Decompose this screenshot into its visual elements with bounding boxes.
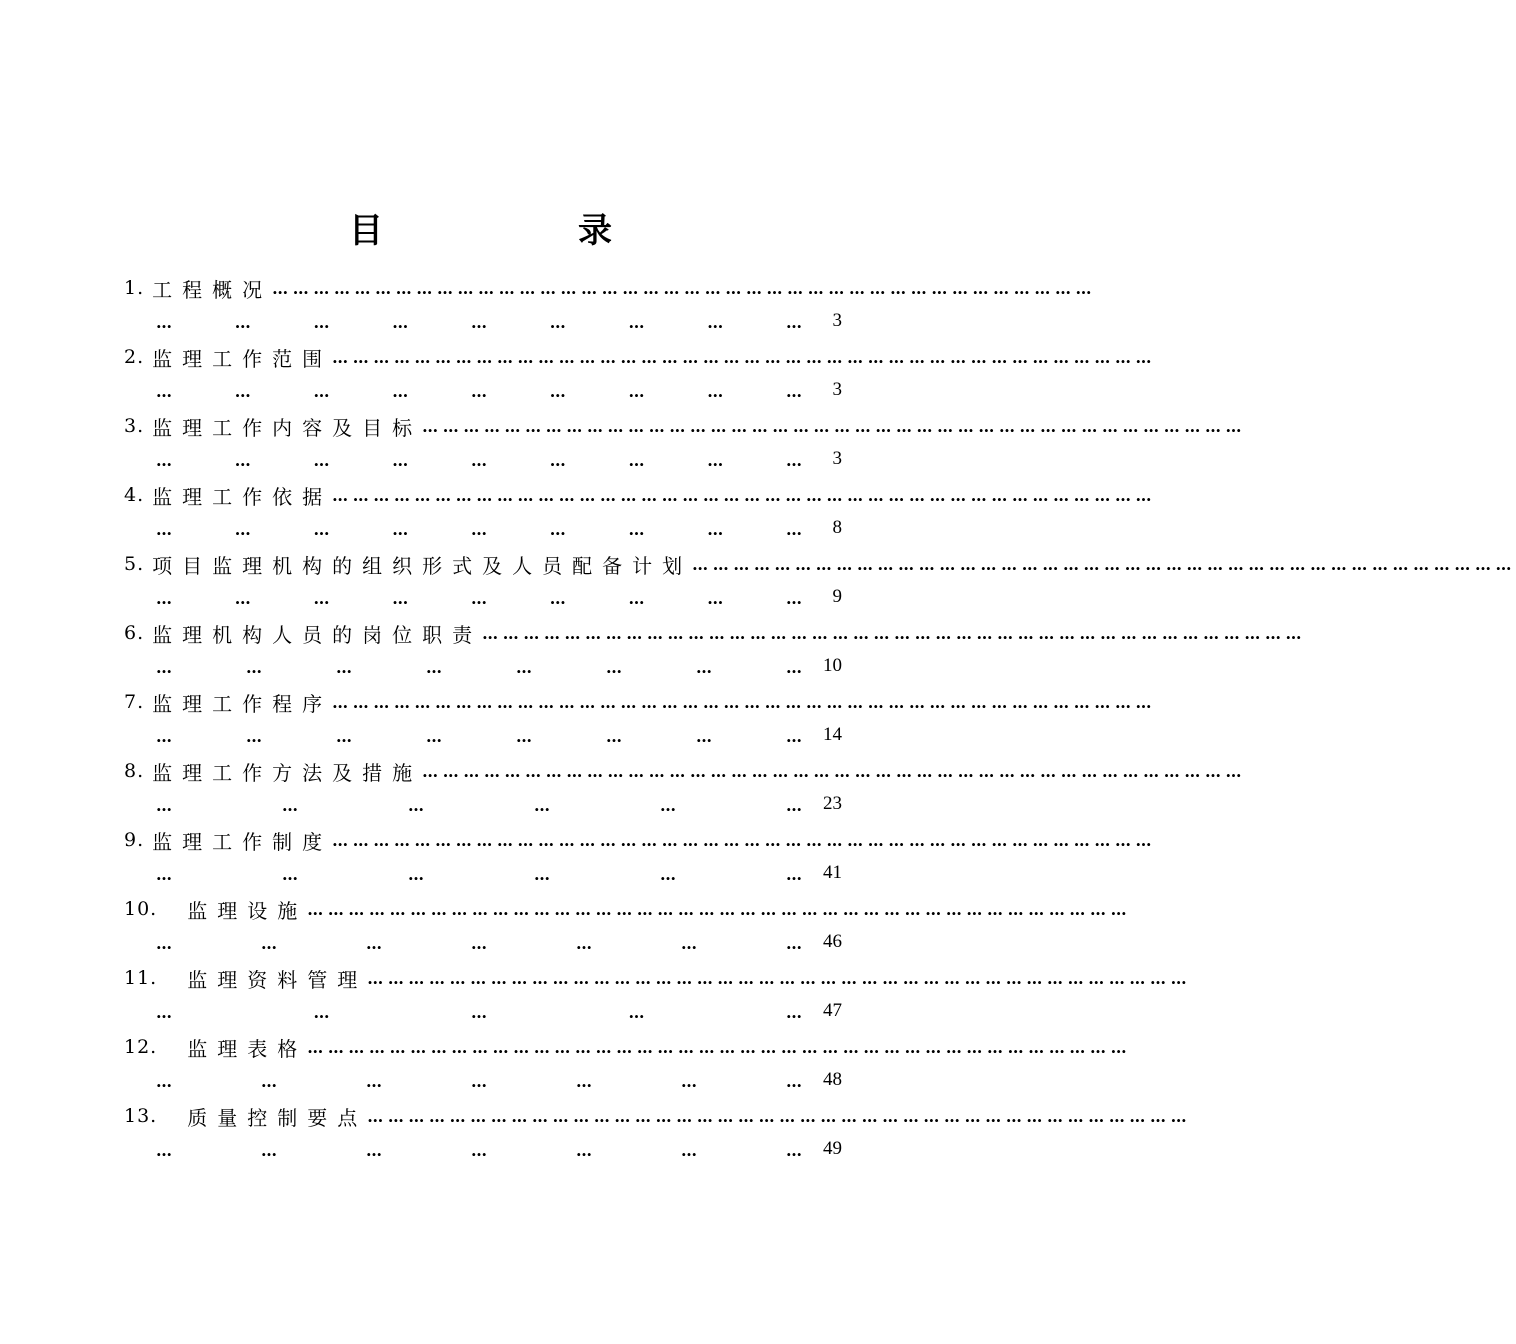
leader-dot: … <box>516 726 532 746</box>
leader-dot: … <box>628 519 645 539</box>
leader-dot: … <box>786 933 802 953</box>
toc-leader-dots: ………………………………………………………………………………………………………… <box>332 692 1157 712</box>
toc-entry-number: 8. <box>124 760 145 782</box>
leader-dot: … <box>516 657 532 677</box>
toc-leader-dots: ………………………………………………………………………………………………………… <box>422 761 1247 781</box>
leader-dot: … <box>628 450 645 470</box>
leader-dot: … <box>408 864 424 884</box>
leader-dot: … <box>707 588 724 608</box>
toc-entry-continuation <box>156 856 842 892</box>
toc-page-number: 3 <box>832 310 842 331</box>
toc-entry-continuation <box>156 1063 842 1099</box>
leader-dot: … <box>156 1140 172 1160</box>
toc-page-number: 46 <box>823 931 842 952</box>
toc-leader-dots: ………………………………………………………………………………………………………… <box>367 1106 1192 1126</box>
leader-dot: … <box>156 381 172 401</box>
leader-dot: … <box>313 450 330 470</box>
leader-dot: … <box>681 1071 697 1091</box>
toc-entry-number: 13. <box>124 1105 158 1127</box>
toc-entry[interactable] <box>0 477 1157 546</box>
leader-dot: … <box>576 1071 592 1091</box>
leader-dot: … <box>392 588 409 608</box>
toc-entry-title: 监理工作程序 <box>152 691 333 716</box>
leader-dot: … <box>234 519 251 539</box>
leader-dot: … <box>426 657 442 677</box>
toc-entry-line <box>124 408 1247 444</box>
leader-dot: … <box>261 1140 277 1160</box>
leader-dot: … <box>336 726 352 746</box>
toc-entry-number: 1. <box>124 277 145 299</box>
leader-dot: … <box>660 864 676 884</box>
leader-dot: … <box>786 1071 802 1091</box>
toc-entry-number: 9. <box>124 829 145 851</box>
leader-dot: … <box>576 933 592 953</box>
leader-dot: … <box>156 657 172 677</box>
leader-dot: … <box>606 657 622 677</box>
leader-dot: … <box>366 1140 382 1160</box>
toc-entry[interactable] <box>0 270 1097 339</box>
toc-entry-line <box>124 891 1132 927</box>
toc-leader-dots: ………………………………………………………………………………………………………… <box>332 830 1157 850</box>
leader-dot: … <box>246 726 262 746</box>
toc-entry-line <box>124 684 1157 720</box>
leader-dot: … <box>628 381 645 401</box>
leader-dot: … <box>534 864 550 884</box>
toc-entry-continuation <box>156 511 842 547</box>
toc-entry-title: 工程概况 <box>152 277 273 302</box>
leader-dot: … <box>707 312 724 332</box>
toc-page-number: 8 <box>832 517 842 538</box>
toc-entry-continuation <box>156 925 842 961</box>
toc-leader-dots-continued <box>156 589 842 608</box>
toc-entry[interactable] <box>0 546 1516 615</box>
leader-dot: … <box>549 588 566 608</box>
toc-entry-continuation <box>156 442 842 478</box>
toc-leader-dots-continued <box>156 1003 842 1022</box>
leader-dot: … <box>392 381 409 401</box>
leader-dot: … <box>156 726 172 746</box>
toc-entry[interactable] <box>0 1098 1192 1167</box>
leader-dot: … <box>313 1002 330 1022</box>
leader-dot: … <box>549 312 566 332</box>
leader-dot: … <box>576 1140 592 1160</box>
toc-entry-title: 监理表格 <box>187 1036 308 1061</box>
leader-dot: … <box>336 657 352 677</box>
toc-entry-title: 监理工作范围 <box>152 346 333 371</box>
leader-dot: … <box>282 864 298 884</box>
leader-dot: … <box>786 519 802 539</box>
toc-page-number: 9 <box>832 586 842 607</box>
leader-dot: … <box>156 1002 172 1022</box>
leader-dot: … <box>549 381 566 401</box>
toc-leader-dots-continued <box>156 313 842 332</box>
leader-dot: … <box>786 588 802 608</box>
leader-dot: … <box>471 933 487 953</box>
leader-dot: … <box>786 1002 802 1022</box>
leader-dot: … <box>234 381 251 401</box>
leader-dot: … <box>660 795 676 815</box>
leader-dot: … <box>156 312 172 332</box>
leader-dot: … <box>471 1071 487 1091</box>
leader-dot: … <box>261 1071 277 1091</box>
toc-entry-title: 质量控制要点 <box>187 1105 368 1130</box>
leader-dot: … <box>156 1071 172 1091</box>
toc-leader-dots-continued <box>156 727 842 746</box>
toc-entry-line <box>124 546 1516 582</box>
toc-leader-dots-continued <box>156 934 842 953</box>
toc-leader-dots: ………………………………………………………………………………………………………… <box>692 554 1516 574</box>
toc-leader-dots-continued <box>156 382 842 401</box>
toc-leader-dots: ………………………………………………………………………………………………………… <box>367 968 1192 988</box>
toc-leader-dots: ………………………………………………………………………………………………………… <box>307 899 1132 919</box>
leader-dot: … <box>681 1140 697 1160</box>
toc-entry-number: 5. <box>124 553 145 575</box>
leader-dot: … <box>786 450 802 470</box>
toc-leader-dots-continued <box>156 865 842 884</box>
leader-dot: … <box>261 933 277 953</box>
toc-entry[interactable] <box>0 339 1157 408</box>
leader-dot: … <box>313 588 330 608</box>
toc-entry-number: 7. <box>124 691 145 713</box>
toc-leader-dots-continued <box>156 796 842 815</box>
toc-entry-title: 监理资料管理 <box>187 967 368 992</box>
leader-dot: … <box>471 312 487 332</box>
toc-leader-dots-continued <box>156 658 842 677</box>
leader-dot: … <box>628 588 645 608</box>
toc-entry-number: 10. <box>124 898 158 920</box>
leader-dot: … <box>471 450 487 470</box>
toc-entry-continuation <box>156 787 842 823</box>
toc-leader-dots: ………………………………………………………………………………………………………… <box>332 485 1157 505</box>
toc-page-number: 3 <box>832 379 842 400</box>
toc-page-number: 3 <box>832 448 842 469</box>
toc-entry-title: 监理工作依据 <box>152 484 333 509</box>
toc-entry-title: 监理工作内容及目标 <box>152 415 423 440</box>
toc-entry[interactable] <box>0 684 1157 753</box>
toc-entry-line <box>124 339 1157 375</box>
toc-page-number: 23 <box>823 793 842 814</box>
toc-page-number: 49 <box>823 1138 842 1159</box>
leader-dot: … <box>392 312 409 332</box>
toc-page-number: 47 <box>823 1000 842 1021</box>
toc-entry-line <box>124 822 1157 858</box>
title-char-2: 录 <box>578 211 612 251</box>
leader-dot: … <box>786 1140 802 1160</box>
toc-entry-continuation <box>156 718 842 754</box>
toc-entry-title: 监理设施 <box>187 898 308 923</box>
toc-entry-line <box>124 960 1192 996</box>
leader-dot: … <box>392 450 409 470</box>
title-char-1: 目 <box>349 211 383 251</box>
leader-dot: … <box>156 795 172 815</box>
leader-dot: … <box>786 864 802 884</box>
toc-entry-continuation <box>156 373 842 409</box>
leader-dot: … <box>234 450 251 470</box>
leader-dot: … <box>313 519 330 539</box>
toc-leader-dots: ………………………………………………………………………………………………………… <box>332 347 1157 367</box>
toc-leader-dots-continued <box>156 1072 842 1091</box>
leader-dot: … <box>549 450 566 470</box>
toc-entry-line <box>124 1098 1192 1134</box>
leader-dot: … <box>471 381 487 401</box>
leader-dot: … <box>471 1140 487 1160</box>
leader-dot: … <box>313 381 330 401</box>
toc-entry[interactable] <box>0 408 1247 477</box>
leader-dot: … <box>786 795 802 815</box>
leader-dot: … <box>471 588 487 608</box>
leader-dot: … <box>156 933 172 953</box>
toc-leader-dots-continued <box>156 520 842 539</box>
toc-entry-continuation <box>156 649 842 685</box>
toc-entry[interactable] <box>0 1029 1132 1098</box>
page-title <box>0 206 950 256</box>
toc-page-number: 48 <box>823 1069 842 1090</box>
leader-dot: … <box>156 519 172 539</box>
toc-leader-dots-continued <box>156 451 842 470</box>
toc-entry[interactable] <box>0 615 1307 684</box>
leader-dot: … <box>681 933 697 953</box>
toc-entry-title: 监理机构人员的岗位职责 <box>152 622 483 647</box>
leader-dot: … <box>707 381 724 401</box>
leader-dot: … <box>366 1071 382 1091</box>
toc-entry-line <box>124 753 1247 789</box>
toc-entry[interactable] <box>0 891 1132 960</box>
leader-dot: … <box>156 588 172 608</box>
leader-dot: … <box>234 588 251 608</box>
leader-dot: … <box>707 450 724 470</box>
toc-entry-number: 4. <box>124 484 145 506</box>
leader-dot: … <box>156 864 172 884</box>
leader-dot: … <box>366 933 382 953</box>
toc-page-number: 10 <box>823 655 842 676</box>
leader-dot: … <box>549 519 566 539</box>
leader-dot: … <box>408 795 424 815</box>
toc-entry[interactable] <box>0 960 1192 1029</box>
leader-dot: … <box>606 726 622 746</box>
leader-dot: … <box>234 312 251 332</box>
leader-dot: … <box>392 519 409 539</box>
toc-entry-title: 监理工作方法及措施 <box>152 760 423 785</box>
leader-dot: … <box>786 726 802 746</box>
toc-page-number: 14 <box>823 724 842 745</box>
toc-entry-line <box>124 1029 1132 1065</box>
toc-entry-title: 监理工作制度 <box>152 829 333 854</box>
leader-dot: … <box>696 657 712 677</box>
toc-entry-number: 11. <box>124 967 158 989</box>
leader-dot: … <box>471 519 487 539</box>
toc-entry-number: 3. <box>124 415 145 437</box>
leader-dot: … <box>156 450 172 470</box>
toc-entry-number: 6. <box>124 622 145 644</box>
leader-dot: … <box>628 1002 645 1022</box>
toc-entry-title: 项目监理机构的组织形式及人员配备计划 <box>152 553 693 578</box>
leader-dot: … <box>246 657 262 677</box>
toc-entry[interactable] <box>0 753 1247 822</box>
toc-leader-dots: ………………………………………………………………………………………………………… <box>272 278 1097 298</box>
toc-leader-dots-continued <box>156 1141 842 1160</box>
leader-dot: … <box>313 312 330 332</box>
toc-entry[interactable] <box>0 822 1157 891</box>
toc-entry-line <box>124 477 1157 513</box>
toc-entry-number: 2. <box>124 346 145 368</box>
leader-dot: … <box>628 312 645 332</box>
leader-dot: … <box>282 795 298 815</box>
leader-dot: … <box>534 795 550 815</box>
toc-entry-continuation <box>156 994 842 1030</box>
toc-page-number: 41 <box>823 862 842 883</box>
leader-dot: … <box>426 726 442 746</box>
leader-dot: … <box>786 312 802 332</box>
toc-leader-dots: ………………………………………………………………………………………………………… <box>307 1037 1132 1057</box>
leader-dot: … <box>786 381 802 401</box>
toc-leader-dots: ………………………………………………………………………………………………………… <box>482 623 1307 643</box>
toc-entry-continuation <box>156 304 842 340</box>
toc-leader-dots: ………………………………………………………………………………………………………… <box>422 416 1247 436</box>
leader-dot: … <box>471 1002 487 1022</box>
leader-dot: … <box>707 519 724 539</box>
toc-entry-continuation <box>156 1132 842 1168</box>
toc-entry-line <box>124 615 1307 651</box>
toc-entry-line <box>124 270 1097 306</box>
toc-entry-continuation <box>156 580 842 616</box>
leader-dot: … <box>786 657 802 677</box>
toc-entry-number: 12. <box>124 1036 158 1058</box>
leader-dot: … <box>696 726 712 746</box>
